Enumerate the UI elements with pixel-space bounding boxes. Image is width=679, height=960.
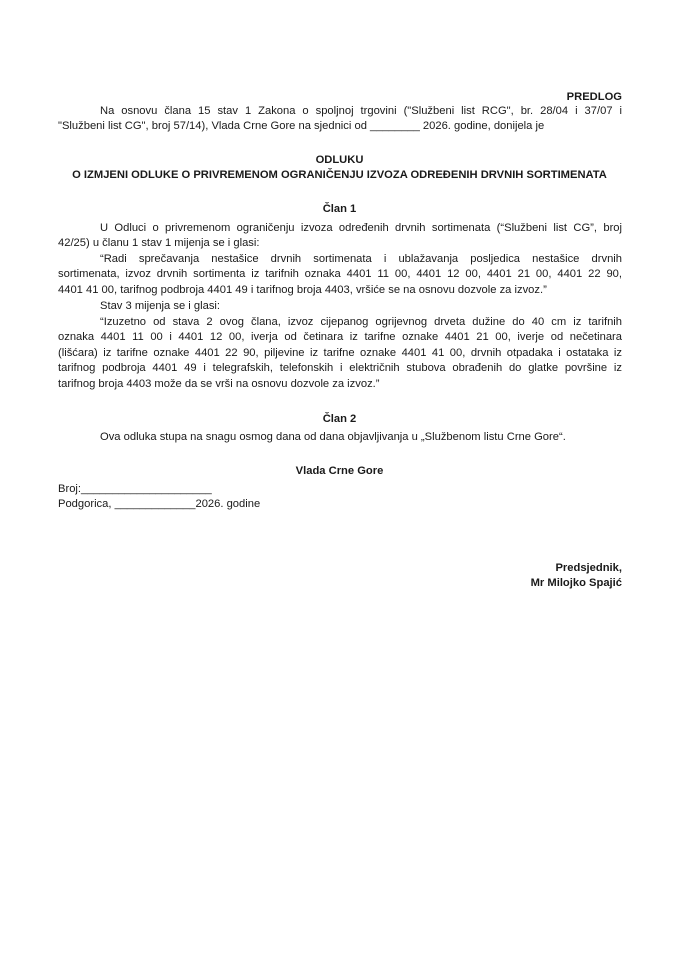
broj-line: Broj:_____________________ (58, 483, 212, 495)
decision-subtitle: O IZMJENI ODLUKE O PRIVREMENOM OGRANIČENJU IZVOZA ODREĐENIH DRVNIH SORTIMENATA (72, 169, 607, 181)
quote-2-line-1: “Izuzetno od stava 2 ovog člana, izvoz cijepanog ogrijevnog drveta dužine do 40 cm iz tarifnih (100, 316, 622, 328)
issuer-name: Vlada Crne Gore (295, 465, 384, 477)
quote-1-line-2: sortimenata, izvoz drvnih sortimenta iz tarifnih oznaka 4401 11 00, 4401 12 00, 4401 21 00, 4401 22 90, (58, 268, 622, 280)
decision-title: ODLUKU (315, 154, 364, 166)
quote-2-line-3: (lišćara) iz tarifne oznake 4401 22 90, piljevine iz tarifne oznake 4401 41 00, drvnih otpadaka i ostataka iz (58, 347, 622, 359)
quote-2-line-2: oznaka 4401 11 00 i 4401 12 00, iverja od četinara iz tarifne oznake 4401 21 00, iverje od nečetinara (58, 331, 622, 343)
signatory-name: Mr Milojko Spajić (530, 577, 622, 589)
article-2-heading: Član 2 (322, 413, 357, 425)
place-date-line: Podgorica, _____________2026. godine (58, 498, 261, 510)
quote-1-line-1: “Radi sprečavanja nestašice drvnih sortimenata i ublažavanja posljedica nestašice drvnih (100, 253, 622, 265)
signatory-title: Predsjednik, (555, 562, 622, 574)
quote-2-line-5: tarifnog broja 4403 može da se vrši na osnovu dozvole za izvoz.” (58, 378, 380, 390)
stav-3-line: Stav 3 mijenja se i glasi: (100, 300, 221, 312)
article-1-intro-line-2: 42/25) u članu 1 stav 1 mijenja se i glasi: (58, 237, 260, 249)
quote-1-line-3: 4401 41 00, tarifnog podbroja 4401 49 i tarifnog broja 4403, vršiće se na osnovu dozvole za izvoz.” (58, 284, 547, 296)
quote-2-line-4: tarifnog podbroja 4401 49 i telegrafskih, telefonskih i električnih stubova obrađenih do glatke površine iz (58, 362, 622, 374)
proposal-label: PREDLOG (566, 91, 622, 103)
preamble-line-2: "Službeni list CG", broj 57/14), Vlada Crne Gore na sjednici od ________ 2026. godine, donijela je (58, 120, 545, 132)
preamble-line-1: Na osnovu člana 15 stav 1 Zakona o spoljnoj trgovini ("Službeni list RCG", br. 28/04 i 37/07 i (100, 105, 622, 117)
article-1-intro-line-1: U Odluci o privremenom ograničenju izvoza određenih drvnih sortimenata (“Službeni list CG”, broj (100, 222, 622, 234)
article-2-text: Ova odluka stupa na snagu osmog dana od dana objavljivanja u „Službenom listu Crne Gore“. (100, 431, 566, 443)
article-1-heading: Član 1 (322, 203, 357, 215)
